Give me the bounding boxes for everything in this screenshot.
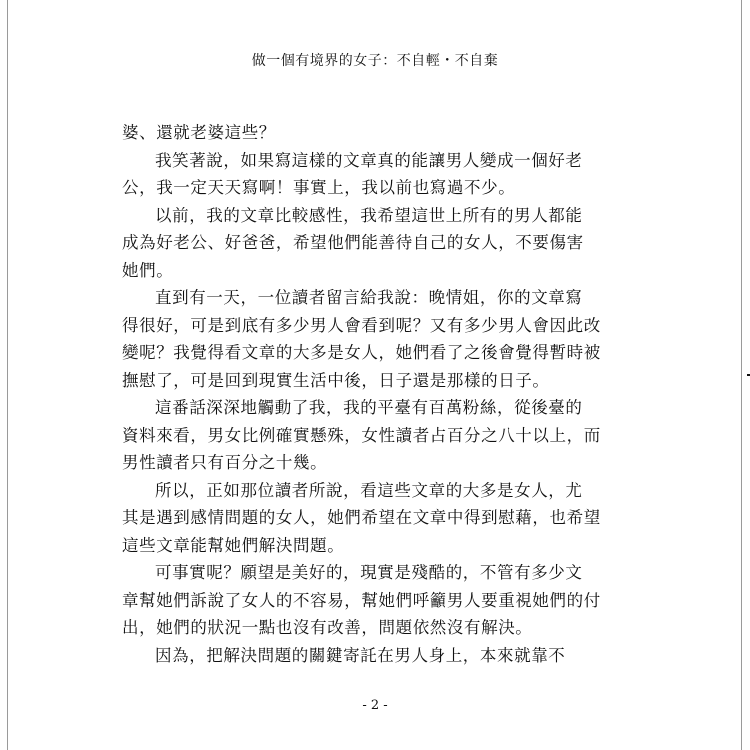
page-number: - 2 - xyxy=(362,698,388,713)
text-line: 直到有一天，一位讀者留言給我說：晚情姐，你的文章寫 xyxy=(155,288,583,307)
text-line: 所以，正如那位讀者所說，看這些文章的大多是女人，尤 xyxy=(155,480,583,500)
text-line: 得很好，可是到底有多少男人會看到呢？又有多少男人會因此改 xyxy=(122,315,601,335)
page-right-edge xyxy=(741,0,742,750)
text-line: 公，我一定天天寫啊！事實上，我以前也寫過不少。 xyxy=(122,178,516,197)
text-line: 出，她們的狀況一點也沒有改善，問題依然沒有解決。 xyxy=(122,618,533,637)
text-line: 以前，我的文章比較感性，我希望這世上所有的男人都能 xyxy=(155,205,583,225)
text-line: 成為好老公、好爸爸，希望他們能善待自己的女人，不要傷害 xyxy=(122,233,584,252)
body-text xyxy=(122,119,617,669)
paragraph xyxy=(122,284,617,394)
text-line: 婆、還就老婆這些？ xyxy=(122,123,276,142)
text-line: 男性讀者只有百分之十幾。 xyxy=(122,453,328,472)
paragraph xyxy=(122,202,617,285)
text-line: 可事實呢？願望是美好的，現實是殘酷的，不管有多少文 xyxy=(155,563,583,582)
paragraph xyxy=(122,394,617,477)
text-line: 撫慰了，可是回到現實生活中後，日子還是那樣的日子。 xyxy=(122,370,550,390)
text-line: 因為，把解決問題的關鍵寄託在男人身上，本來就靠不 xyxy=(155,645,566,665)
paragraph xyxy=(122,559,617,642)
text-line: 章幫她們訴說了女人的不容易，幫她們呼籲男人要重視她們的付 xyxy=(122,590,601,610)
text-line: 她們。 xyxy=(122,260,174,280)
text-line: 我笑著說，如果寫這樣的文章真的能讓男人變成一個好老 xyxy=(155,150,583,170)
text-line: 這些文章能幫她們解決問題。 xyxy=(122,535,345,555)
text-line: 這番話深深地觸動了我，我的平臺有百萬粉絲，從後臺的 xyxy=(155,398,583,417)
page-left-edge xyxy=(7,0,8,750)
text-line: 變呢？我覺得看文章的大多是女人，她們看了之後會覺得暫時被 xyxy=(122,343,601,362)
text-line: 其是遇到感情問題的女人，她們希望在文章中得到慰藉，也希望 xyxy=(122,508,601,527)
paragraph xyxy=(122,119,617,147)
paragraph xyxy=(122,147,617,202)
running-header: 做一個有境界的女子：不自輕・不自棄 xyxy=(251,53,499,69)
text-line: 資料來看，男女比例確實懸殊，女性讀者占百分之八十以上，而 xyxy=(122,425,601,445)
paragraph xyxy=(122,642,617,670)
paragraph xyxy=(122,477,617,560)
